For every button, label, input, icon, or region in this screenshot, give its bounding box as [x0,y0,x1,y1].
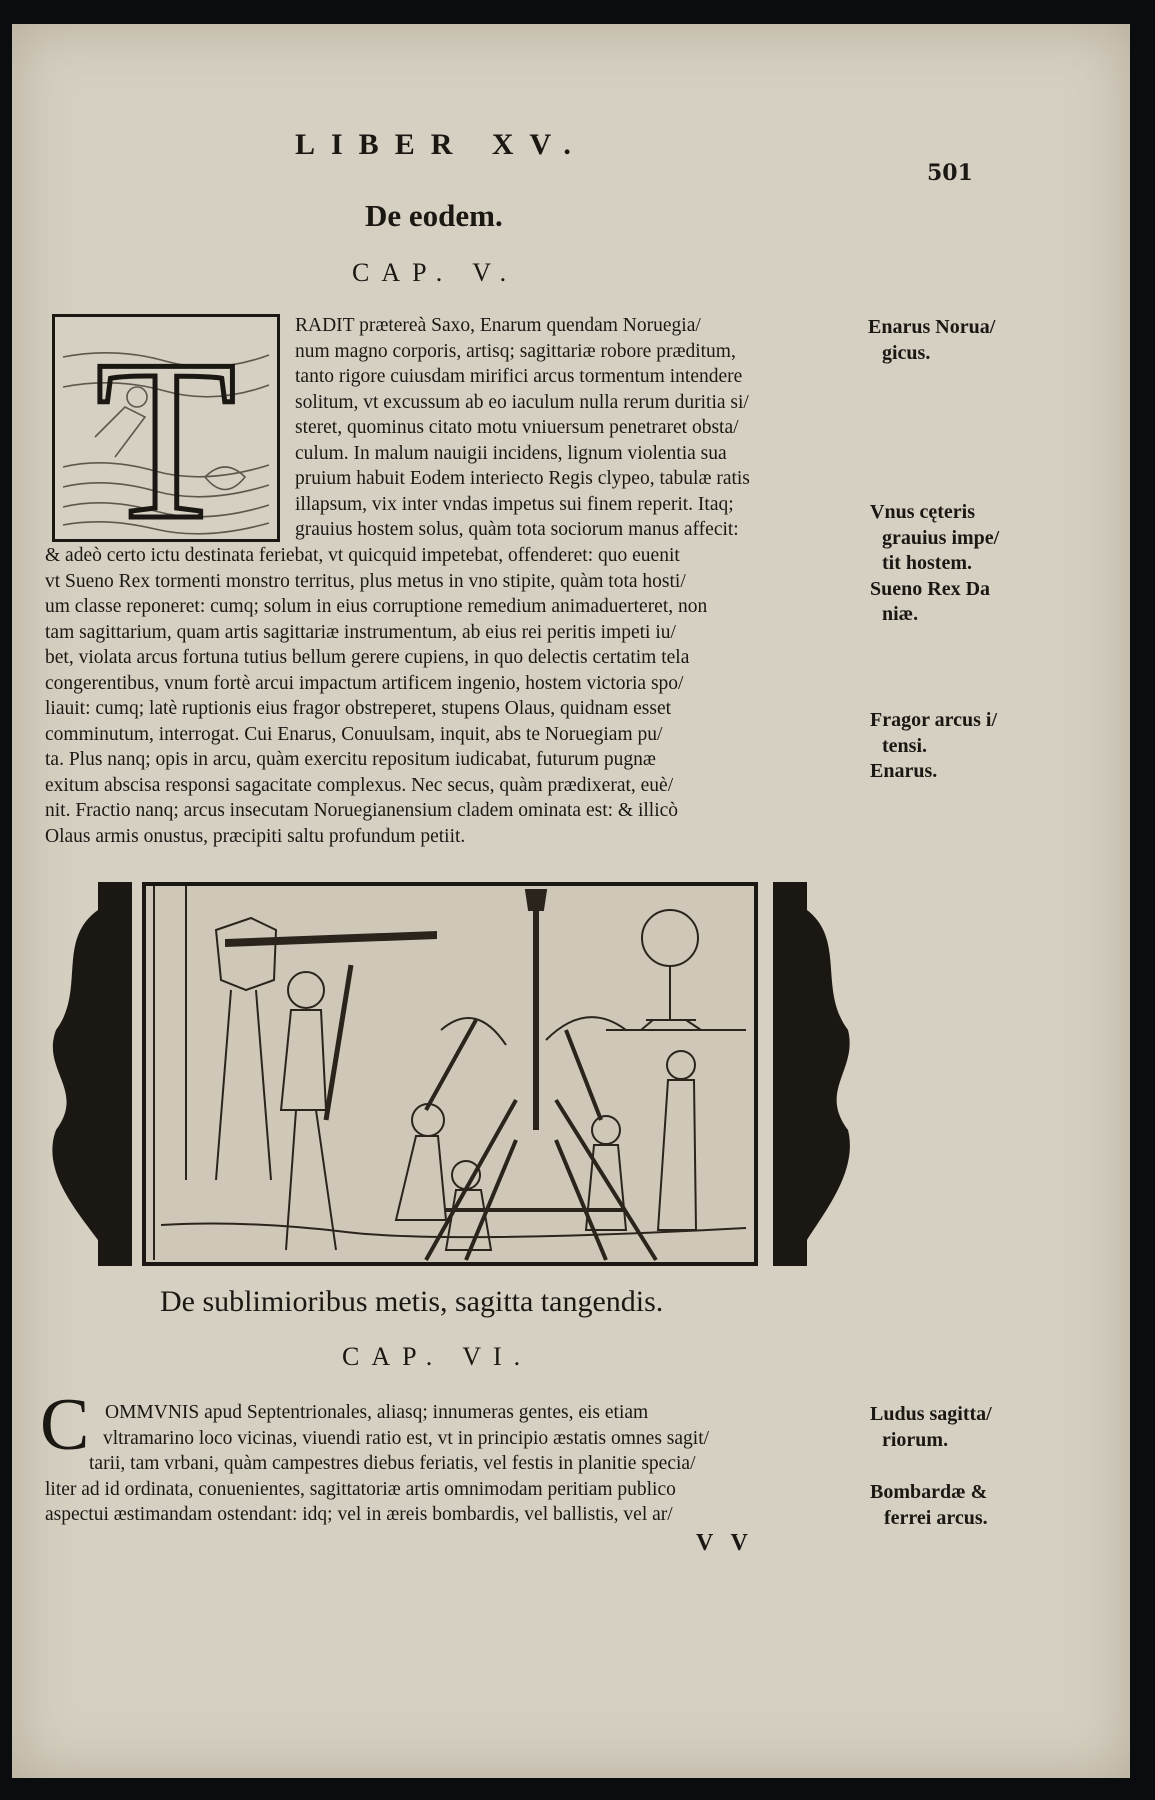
note-line: gicus. [882,341,931,364]
note-line: riorum. [882,1428,949,1451]
margin-note-ludus [870,1402,992,1453]
note-line: Vnus cęteris [870,501,975,523]
text-line: Olaus armis onustus, prӕcipiti saltu profundum petiit. [45,825,466,847]
note-line: ferrei arcus. [884,1506,988,1529]
text-line: tanto rigore cuiusdam mirifici arcus tormentum intendere [295,366,743,387]
text-line: vt Sueno Rex tormenti monstro territus, plus metus in vno stipite, quàm tota hosti/ [45,570,686,592]
page-number: 501 [927,160,973,186]
text-line: tarii, tam vrbani, quàm campestres diebus feriatis, vel festis in planitie specia/ [89,1453,696,1474]
text-line: tam sagittarium, quam artis sagittariӕ instrumentum, ab eius rei peritis impeti iu/ [45,621,676,643]
text-line: liauit: cumq; latè ruptionis eius fragor obstreperet, stupens Olaus, quidnam esset [45,698,672,719]
left-ornament [52,882,132,1266]
chapter6-text [45,1400,709,1528]
chapter5-title: De eodem. [365,198,503,233]
note-line: Enarus Norua/ [868,316,996,338]
text-line: & adeò certo ictu destinata feriebat, vt quicquid impetebat, offenderet: quo euenit [45,545,680,566]
text-line: vltramarino loco vicinas, viuendi ratio est, vt in principio ӕstatis omnes sagit/ [103,1427,710,1449]
chapter5-text-full [45,543,707,849]
text-line: ta. Plus nanq; opis in arcu, quàm exercitu repositum iudicabat, futurum pugnӕ [45,749,656,770]
drop-cap-c: C [40,1384,90,1466]
note-line: Fragor arcus i/ [870,709,998,731]
woodcut-initial [52,314,280,542]
margin-note-fragor [870,708,997,785]
margin-note-vnus [870,500,999,628]
text-line: comminutum, interrogat. Cui Enarus, Conuulsam, inquit, abs te Noruegiam pu/ [45,723,663,745]
text-line: num magno corporis, artisq; sagittariӕ robore prӕditum, [295,340,736,362]
chapter5-cap: CAP. V. [352,258,519,287]
text-line: aspectui ӕstimandam ostendant: idq; vel in ӕreis bombardis, vel ballistis, vel ar/ [45,1504,673,1525]
text-line: um classe reponeret: cumq; solum in eius corruptione remedium animaduerteret, non [45,596,708,617]
note-line: niӕ. [882,603,919,625]
margin-note-bombardae [870,1480,988,1531]
text-line: nit. Fractio nanq; arcus insecutam Noruegianensium cladem ominata est: & illicò [45,800,679,821]
text-line: liter ad id ordinata, conuenientes, sagittatoriӕ artis omnimodam peritiam publico [45,1478,676,1500]
woodcut-initial-art [55,317,277,539]
note-line: Bombardӕ & [870,1481,988,1503]
text-line: grauius hostem solus, quàm tota sociorum manus affecit: [295,519,739,540]
text-line: congerentibus, vnum fortè arcui impactum artificem ingenio, hostem victoria spo/ [45,672,684,694]
note-line: tit hostem. [882,552,972,574]
text-line: exitum abscisa responsi sagacitate complexus. Nec secus, quàm prӕdixerat, euè/ [45,774,674,796]
chapter6-title: De sublimioribus metis, sagitta tangendis. [160,1285,664,1318]
text-line: RADIT prӕtereà Saxo, Enarum quendam Noruegia/ [295,315,701,336]
text-line: steret, quominus citato motu vniuersum penetraret obsta/ [295,417,739,438]
note-line: Ludus sagitta/ [870,1403,992,1425]
text-line: solitum, vt excussum ab eo iaculum nulla rerum duritia si/ [295,391,749,413]
initial-letter-t: T [95,317,237,539]
text-line: culum. In malum nauigii incidens, lignum violentia sua [295,442,727,464]
chapter5-text-indented [295,313,750,543]
chapter6-cap: CAP. VI. [342,1342,533,1371]
text-line: OMMVNIS apud Septentrionales, aliasq; innumeras gentes, eis etiam [105,1402,649,1423]
note-line: grauius impe/ [882,526,1000,549]
margin-note-enarus [868,315,995,366]
text-line: bet, violata arcus fortuna tutius bellum gerere cupiens, in quo delectis certatim tela [45,647,690,668]
right-ornament [773,882,850,1266]
running-head: LIBER XV. [295,128,587,161]
text-line: pruium habuit Eodem interiecto Regis clypeo, tabulӕ ratis [295,468,750,489]
text-line: illapsum, vix inter vndas impetus sui finem reperit. Itaq; [295,493,734,515]
signature-mark: V V [696,1530,754,1556]
note-line: Enarus. [870,760,938,782]
note-line: tensi. [882,734,927,757]
note-line: Sueno Rex Da [870,577,991,600]
archery-woodcut [46,880,858,1270]
